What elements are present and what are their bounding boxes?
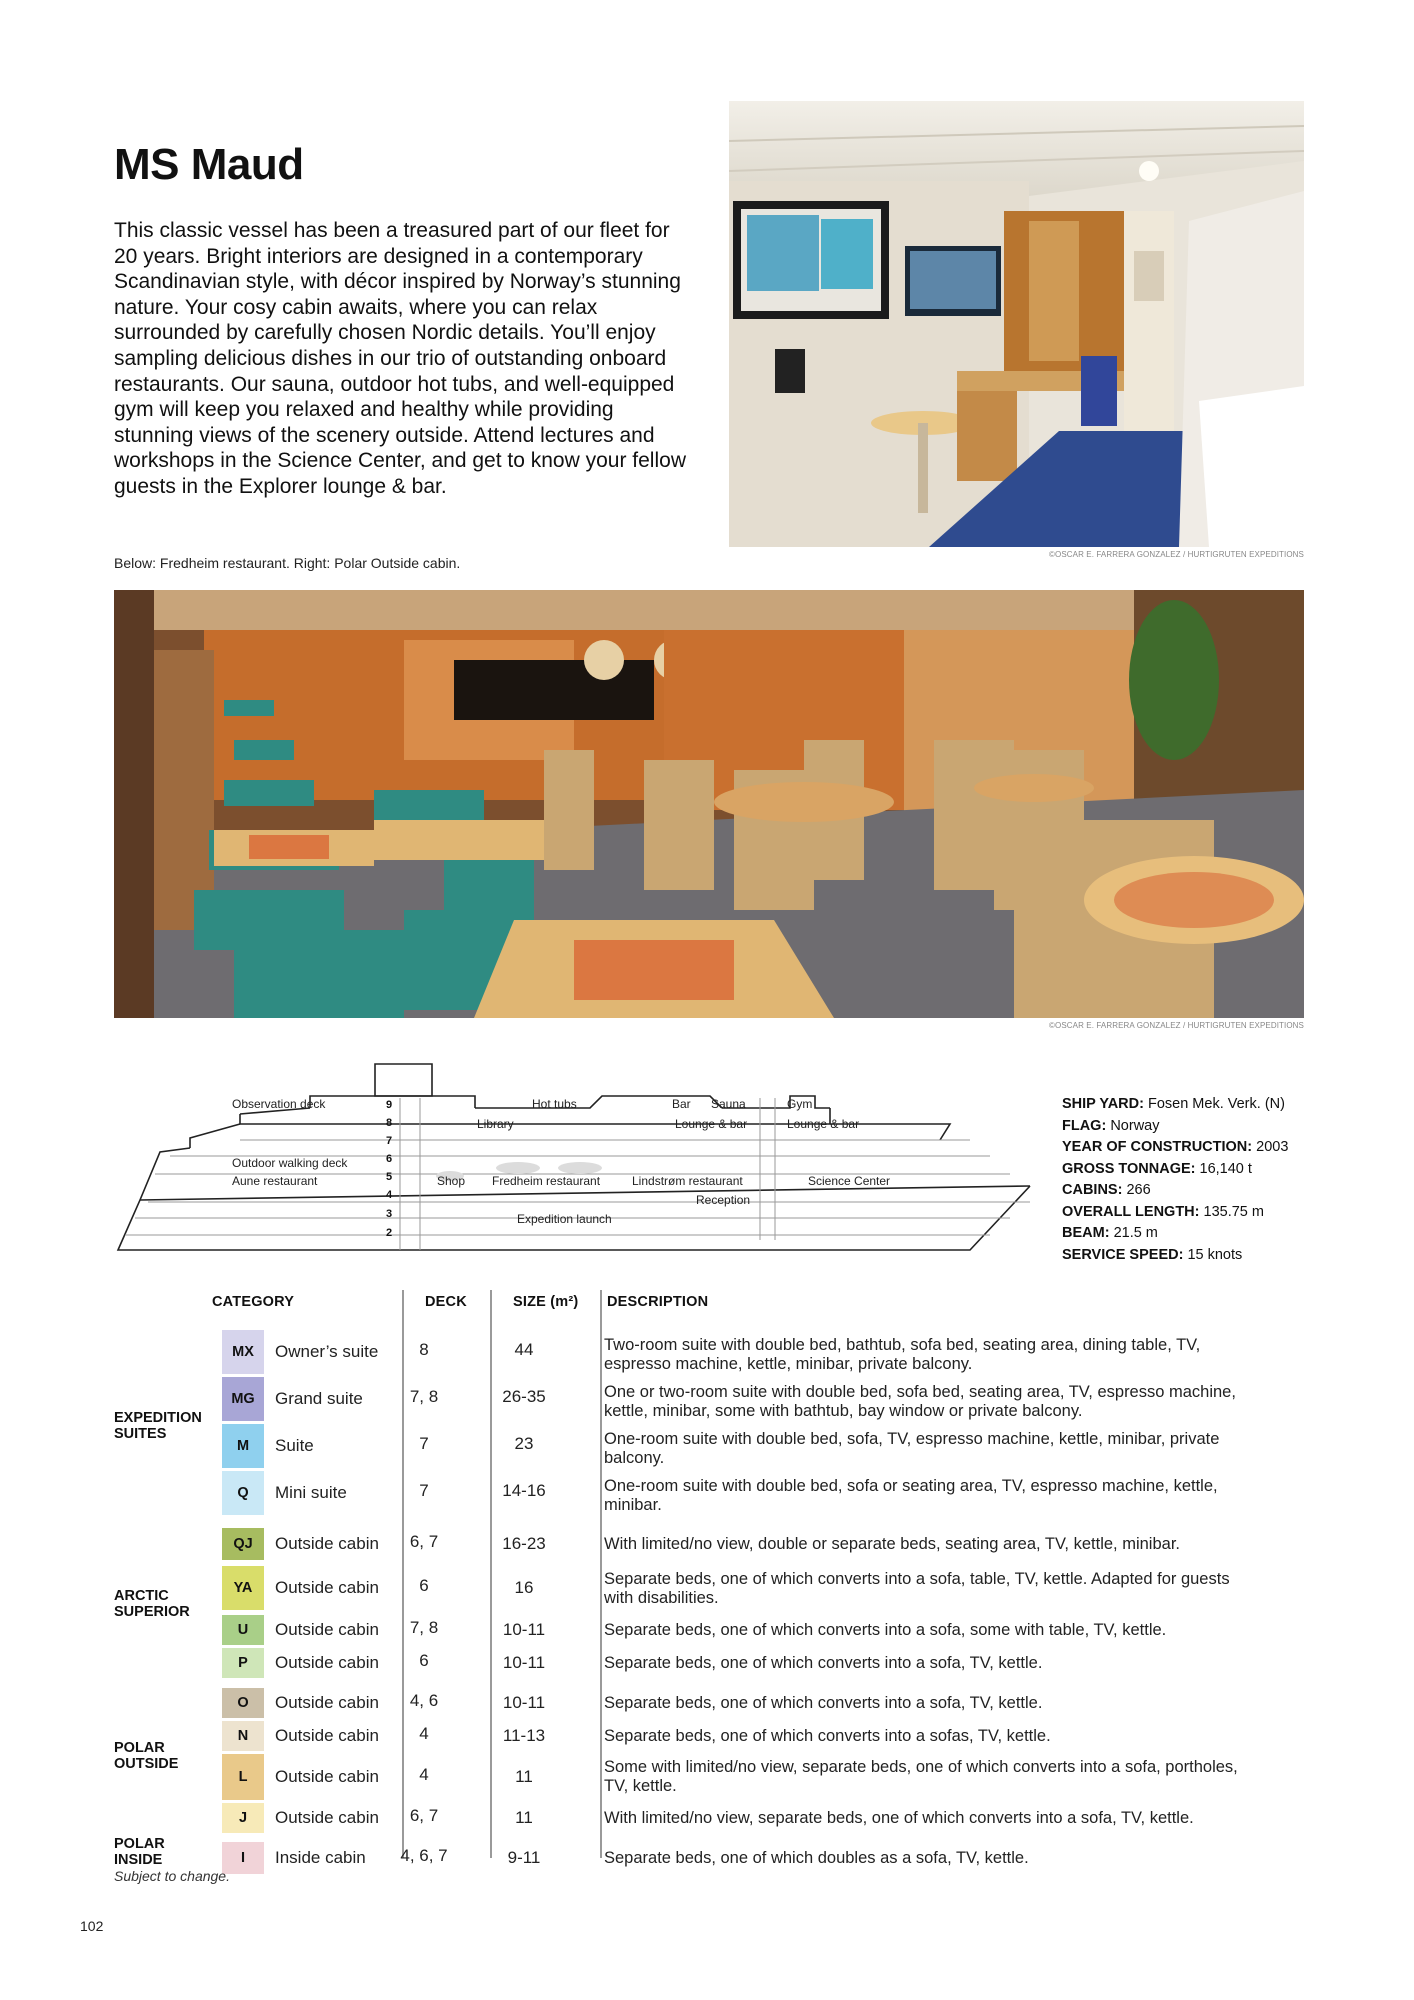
category-description: Two-room suite with double bed, bathtub, sofa bed, seating area, dining table, TV, espresso machine, kettle, minibar, private balcony. [604, 1336, 1201, 1373]
intro-text: This classic vessel has been a treasured part of our fleet for 20 years. Bright interiors are designed in a contemporary Scandinavian style, with décor inspired by Norway’s stunning nature. Your cosy cabin awaits, where you can relax surrounded by carefully chosen Nordic details. You’ll enjoy sampling delicious dishes in our trio of outstanding onboard restaurants. Our sauna, outdoor hot tubs, and well-equipped gym will keep you relaxed and healthy while providing stunning views of the scenery outside. Attend lectures and workshops in the Science Center, and get to know your fellow guests in the Explorer lounge & bar. [114, 219, 686, 498]
category-badge: M [222, 1424, 264, 1468]
photo-credit-cabin: ©OSCAR E. FARRERA GONZALEZ / HURTIGRUTEN EXPEDITIONS [1049, 550, 1304, 559]
deck-number-9: 9 [386, 1099, 393, 1111]
group-expedition-suites: EXPEDITION SUITES [114, 1410, 202, 1442]
category-size: 44 [514, 1340, 534, 1359]
page-title: MS Maud [114, 140, 304, 189]
deck-number-6: 6 [386, 1153, 393, 1165]
deck-number-3: 3 [386, 1208, 393, 1220]
category-badge: I [222, 1842, 264, 1874]
category-name: Outside cabin [275, 1534, 379, 1553]
category-description: Separate beds, one of which converts into a sofa, table, TV, kettle. Adapted for guests with disabilities. [604, 1570, 1230, 1607]
deck-number-7: 7 [386, 1135, 393, 1147]
cabin-photo-illustration [729, 101, 1304, 547]
category-size: 16 [514, 1578, 534, 1597]
label-library: Library [477, 1117, 514, 1131]
footnote: Subject to change. [114, 1868, 230, 1884]
category-description: Some with limited/no view, separate beds, one of which converts into a sofa, portholes, TV, kettle. [604, 1758, 1238, 1795]
category-badge: MX [222, 1330, 264, 1374]
label-hot-tubs: Hot tubs [532, 1097, 577, 1111]
spec-beam: BEAM: 21.5 m [1062, 1225, 1158, 1241]
category-name: Inside cabin [275, 1848, 366, 1867]
category-name: Suite [275, 1436, 314, 1455]
deck-number-5: 5 [386, 1171, 393, 1183]
category-deck: 4, 6 [409, 1691, 439, 1710]
category-deck: 4 [419, 1765, 429, 1784]
category-deck: 8 [419, 1340, 429, 1359]
category-description: Separate beds, one of which doubles as a sofa, TV, kettle. [604, 1849, 1029, 1867]
category-name: Outside cabin [275, 1767, 379, 1786]
header-deck: DECK [425, 1294, 467, 1310]
category-deck: 7 [419, 1481, 429, 1500]
label-science-center: Science Center [808, 1174, 891, 1188]
spec-speed: SERVICE SPEED: 15 knots [1062, 1246, 1243, 1263]
deck-number-4: 4 [386, 1189, 393, 1201]
category-badge: YA [222, 1566, 264, 1610]
category-badge: QJ [222, 1528, 264, 1560]
spec-flag: FLAG: Norway [1062, 1117, 1160, 1134]
category-deck: 4, 6, 7 [400, 1846, 448, 1865]
label-gym: Gym [787, 1097, 813, 1111]
label-lounge-bar-2: Lounge & bar [787, 1117, 860, 1131]
spec-length: OVERALL LENGTH: 135.75 m [1062, 1203, 1264, 1220]
ship-specs [1062, 1094, 1288, 1266]
cabin-photo [729, 101, 1304, 547]
spec-ship-yard: SHIP YARD: Fosen Mek. Verk. (N) [1062, 1096, 1285, 1112]
header-description: DESCRIPTION [607, 1294, 709, 1310]
label-lounge-bar-1: Lounge & bar [675, 1117, 748, 1131]
category-name: Outside cabin [275, 1726, 379, 1745]
label-observation-deck: Observation deck [232, 1097, 326, 1111]
category-deck: 6 [419, 1576, 429, 1595]
spec-tonnage: GROSS TONNAGE: 16,140 t [1062, 1160, 1252, 1177]
category-badge: J [222, 1803, 264, 1833]
deck-plan [110, 1060, 1040, 1260]
category-size: 11-13 [502, 1726, 546, 1745]
spec-cabins: CABINS: 266 [1062, 1182, 1151, 1198]
category-badge: U [222, 1615, 264, 1645]
group-polar-inside: POLAR INSIDE [114, 1836, 165, 1868]
category-description: With limited/no view, separate beds, one of which converts into a sofa, TV, kettle. [604, 1809, 1194, 1827]
category-badge: L [222, 1754, 264, 1800]
category-size: 9-11 [507, 1848, 541, 1867]
category-name: Mini suite [275, 1483, 347, 1502]
category-badge: MG [222, 1377, 264, 1421]
label-expedition-launch: Expedition launch [517, 1212, 612, 1226]
restaurant-photo-illustration [114, 590, 1304, 1018]
category-deck: 7, 8 [409, 1618, 439, 1637]
category-deck: 7 [419, 1434, 429, 1453]
group-arctic-superior: ARCTIC SUPERIOR [114, 1588, 190, 1620]
page-number: 102 [80, 1918, 104, 1934]
category-badge: Q [222, 1471, 264, 1515]
category-description: Separate beds, one of which converts into a sofas, TV, kettle. [604, 1727, 1051, 1745]
label-reception: Reception [696, 1193, 751, 1207]
category-description: One or two-room suite with double bed, sofa bed, seating area, TV, espresso machine, kettle, minibar, some with bathtub, bay window or private balcony. [604, 1383, 1236, 1420]
category-size: 10-11 [502, 1620, 546, 1639]
photo-caption: Below: Fredheim restaurant. Right: Polar Outside cabin. [114, 555, 461, 571]
category-name: Outside cabin [275, 1620, 379, 1639]
category-badge: O [222, 1688, 264, 1718]
spec-year: YEAR OF CONSTRUCTION: 2003 [1062, 1139, 1289, 1155]
category-description: Separate beds, one of which converts into a sofa, some with table, TV, kettle. [604, 1621, 1167, 1639]
category-name: Grand suite [275, 1389, 363, 1408]
category-name: Outside cabin [275, 1693, 379, 1712]
category-size: 10-11 [502, 1653, 546, 1672]
category-size: 16-23 [502, 1534, 546, 1553]
category-deck: 7, 8 [409, 1387, 439, 1406]
label-fredheim-restaurant: Fredheim restaurant [492, 1174, 601, 1188]
category-size: 11 [515, 1767, 533, 1786]
category-description: One-room suite with double bed, sofa, TV, espresso machine, kettle, minibar, private balcony. [604, 1430, 1220, 1467]
category-size: 14-16 [502, 1481, 546, 1500]
category-badge: P [222, 1648, 264, 1678]
divider-desc [600, 1290, 602, 1858]
category-deck: 6, 7 [409, 1532, 439, 1551]
deck-number-2: 2 [386, 1227, 393, 1239]
label-shop: Shop [437, 1174, 466, 1188]
category-deck: 6, 7 [409, 1806, 439, 1825]
category-size: 23 [514, 1434, 534, 1453]
deck-number-8: 8 [386, 1117, 393, 1129]
category-name: Outside cabin [275, 1578, 379, 1597]
category-name: Owner’s suite [275, 1342, 379, 1361]
restaurant-photo [114, 590, 1304, 1018]
category-deck: 4 [419, 1724, 429, 1743]
category-description: One-room suite with double bed, sofa or seating area, TV, espresso machine, kettle, minibar. [604, 1477, 1218, 1514]
category-description: Separate beds, one of which converts into a sofa, TV, kettle. [604, 1654, 1043, 1672]
category-description: Separate beds, one of which converts into a sofa, TV, kettle. [604, 1694, 1043, 1712]
category-size: 26-35 [502, 1387, 546, 1406]
label-lindstrom-restaurant: Lindstrøm restaurant [632, 1174, 743, 1188]
label-sauna: Sauna [711, 1097, 746, 1111]
category-name: Outside cabin [275, 1653, 379, 1672]
category-size: 10-11 [502, 1693, 546, 1712]
header-size: SIZE (m²) [513, 1294, 579, 1310]
category-name: Outside cabin [275, 1808, 379, 1827]
header-category: CATEGORY [212, 1294, 295, 1310]
group-polar-outside: POLAR OUTSIDE [114, 1740, 179, 1772]
label-bar: Bar [672, 1097, 691, 1111]
label-aune-restaurant: Aune restaurant [232, 1174, 318, 1188]
category-description: With limited/no view, double or separate beds, seating area, TV, kettle, minibar. [604, 1535, 1180, 1553]
category-deck: 6 [419, 1651, 429, 1670]
category-size: 11 [515, 1808, 533, 1827]
category-badge: N [222, 1721, 264, 1751]
label-outdoor-walking-deck: Outdoor walking deck [232, 1156, 348, 1170]
photo-credit-restaurant: ©OSCAR E. FARRERA GONZALEZ / HURTIGRUTEN EXPEDITIONS [1049, 1021, 1304, 1030]
